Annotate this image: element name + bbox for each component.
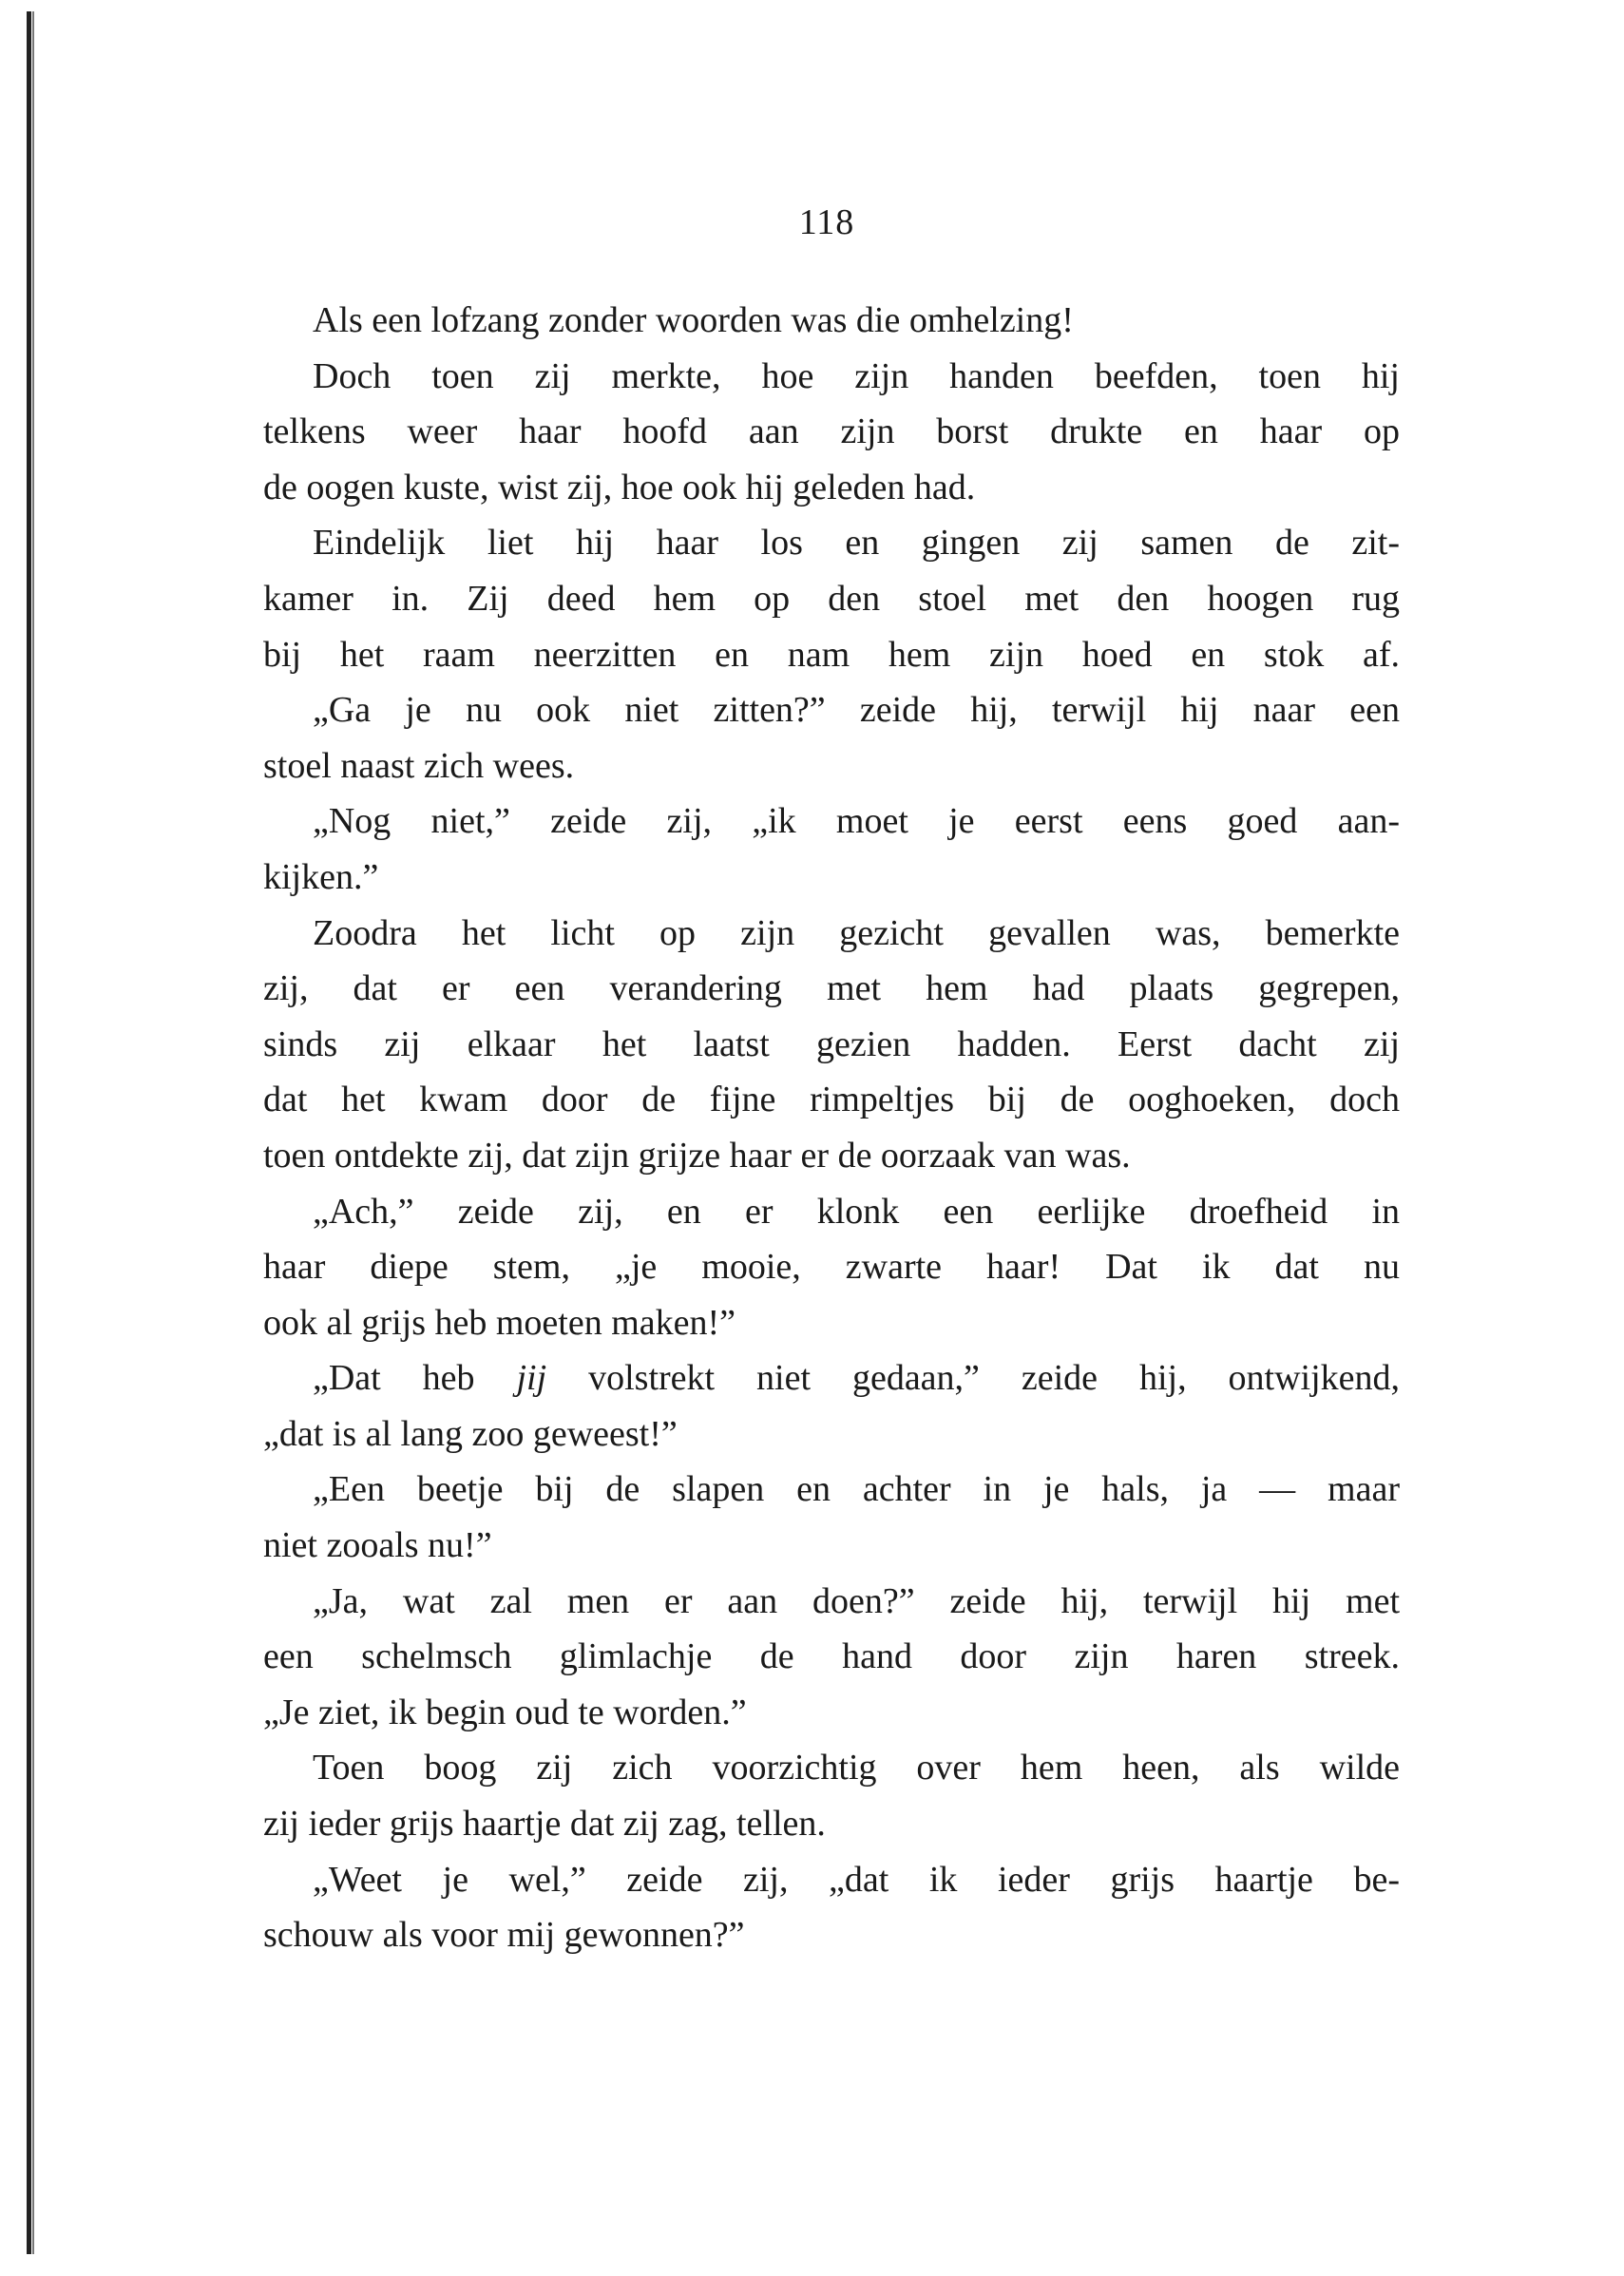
text-line [263,1350,1400,1406]
text-line: „Ja, wat zal men er aan doen?” zeide hij, terwijl hij met [313,1580,1400,1621]
text-line: zij ieder grijs haartje dat zij zag, tellen. [263,1804,826,1845]
text-line: „Je ziet, ik begin oud te worden.” [263,1692,747,1732]
text-line: haar diepe stem, „je mooie, zwarte haar! Dat ik dat nu [263,1247,1400,1288]
text-line: „Een beetje bij de slapen en achter in je hals, ja — maar [313,1469,1400,1510]
text-line: „Ach,” zeide zij, en er klonk een eerlijke droefheid in [313,1191,1400,1232]
page-number: 118 [798,202,855,242]
text-line: kijken.” [263,856,379,897]
text-line: „Ga je nu ook niet zitten?” zeide hij, terwijl hij naar een [313,690,1400,731]
scan-page-edge [27,11,31,2254]
text-line: telkens weer haar hoofd aan zijn borst drukte en haar op [263,411,1400,452]
text-line: dat het kwam door de fijne rimpeltjes bij de ooghoeken, doch [263,1080,1400,1120]
text-line: „Weet je wel,” zeide zij, „dat ik ieder grijs haartje be- [313,1859,1400,1900]
text-line: toen ontdekte zij, dat zijn grijze haar er de oorzaak van was. [263,1135,1131,1176]
scan-page-edge-shadow [32,11,34,2254]
text-line: Eindelijk liet hij haar los en gingen zij samen de zit- [313,523,1400,564]
body-text [263,293,1400,1963]
text-line: zij, dat er een verandering met hem had plaats gegrepen, [263,968,1400,1009]
text-line: Doch toen zij merkte, hoe zijn handen beefden, toen hij [313,355,1400,396]
text-line: sinds zij elkaar het laatst gezien hadden. Eerst dacht zij [263,1023,1400,1064]
text-line: schouw als voor mij gewonnen?” [263,1915,745,1956]
text-segment: volstrekt niet gedaan,” zeide hij, ontwijkend, [546,1358,1400,1399]
italic-word: jij [516,1358,547,1399]
text-line: Toen boog zij zich voorzichtig over hem heen, als wilde [313,1748,1400,1788]
text-line: kamer in. Zij deed hem op den stoel met den hoogen rug [263,578,1400,619]
text-line: „dat is al lang zoo geweest!” [263,1413,678,1454]
text-line: bij het raam neerzitten en nam hem zijn hoed en stok af. [263,634,1400,675]
text-line: Als een lofzang zonder woorden was die omhelzing! [313,300,1074,340]
text-line: niet zooals nu!” [263,1525,492,1566]
text-line: stoel naast zich wees. [263,745,575,786]
text-line: „Nog niet,” zeide zij, „ik moet je eerst eens goed aan- [313,801,1400,842]
text-line: een schelmsch glimlachje de hand door zijn haren streek. [263,1636,1400,1677]
text-segment: „Dat heb [313,1358,517,1399]
text-line: Zoodra het licht op zijn gezicht gevallen was, bemerkte [313,912,1400,953]
text-line: ook al grijs heb moeten maken!” [263,1302,736,1343]
text-line: de oogen kuste, wist zij, hoe ook hij geleden had. [263,467,976,507]
